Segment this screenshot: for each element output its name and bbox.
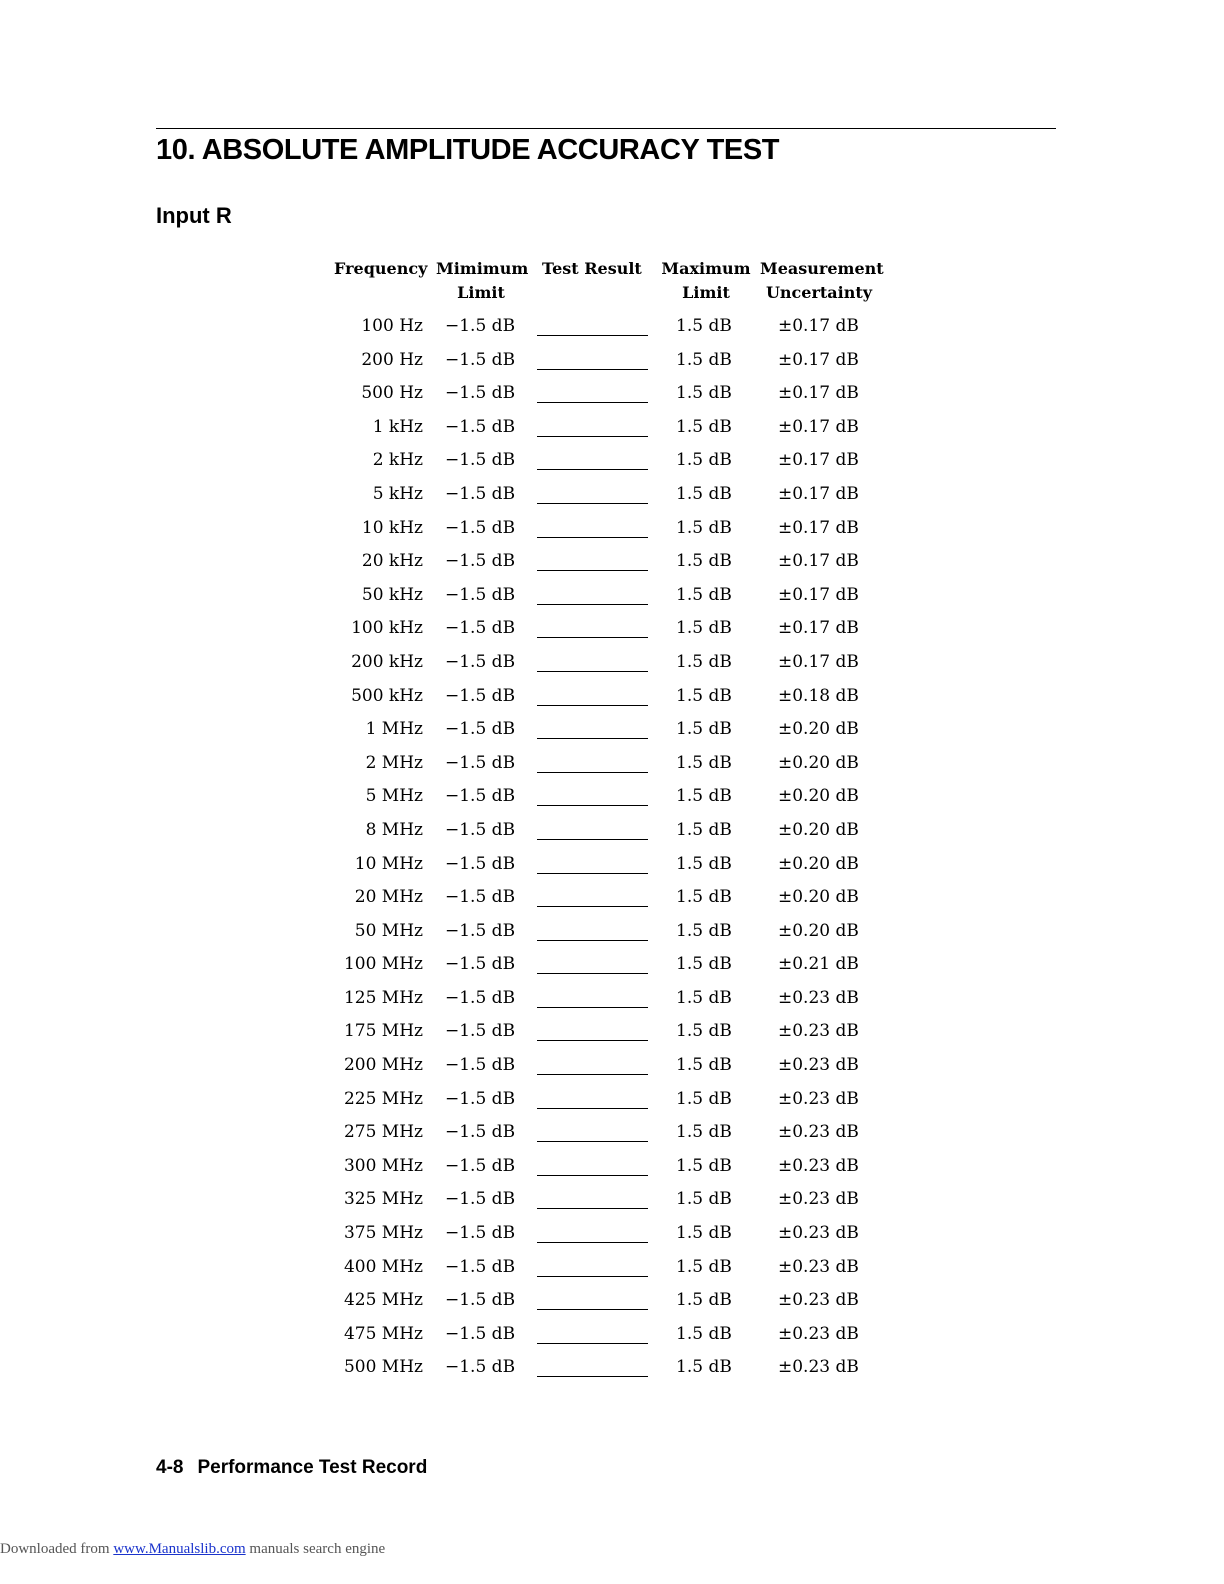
maximum-limit-cell: 1.5 dB: [676, 1021, 732, 1042]
maximum-limit-cell: 1.5 dB: [676, 920, 732, 941]
test-result-blank[interactable]: [537, 682, 648, 706]
frequency-cell: 500 kHz: [351, 685, 423, 706]
frequency-cell: 200 Hz: [361, 349, 423, 370]
table-row: [0, 346, 1224, 380]
table-row: [0, 480, 1224, 514]
maximum-limit-cell: 1.5 dB: [676, 1290, 732, 1311]
maximum-limit-cell: 1.5 dB: [676, 1088, 732, 1109]
uncertainty-cell: ±0.17 dB: [778, 416, 859, 437]
maximum-limit-cell: 1.5 dB: [676, 786, 732, 807]
minimum-limit-cell: −1.5 dB: [445, 1088, 516, 1109]
frequency-cell: 8 MHz: [365, 819, 423, 840]
header-minimum-line2: Limit: [457, 283, 505, 302]
maximum-limit-cell: 1.5 dB: [676, 1256, 732, 1277]
uncertainty-cell: ±0.17 dB: [778, 483, 859, 504]
table-row: [0, 312, 1224, 346]
header-uncertainty-line1: Measurement: [760, 259, 884, 278]
uncertainty-cell: ±0.23 dB: [778, 987, 859, 1008]
maximum-limit-cell: 1.5 dB: [676, 819, 732, 840]
test-result-blank[interactable]: [537, 782, 648, 806]
frequency-cell: 325 MHz: [343, 1189, 423, 1210]
minimum-limit-cell: −1.5 dB: [445, 483, 516, 504]
table-row: [0, 1219, 1224, 1253]
maximum-limit-cell: 1.5 dB: [676, 618, 732, 639]
maximum-limit-cell: 1.5 dB: [676, 954, 732, 975]
test-result-blank[interactable]: [537, 346, 648, 370]
uncertainty-cell: ±0.20 dB: [778, 719, 859, 740]
uncertainty-cell: ±0.23 dB: [778, 1256, 859, 1277]
credit-suffix: manuals search engine: [249, 1541, 386, 1557]
minimum-limit-cell: −1.5 dB: [445, 1155, 516, 1176]
uncertainty-cell: ±0.17 dB: [778, 618, 859, 639]
maximum-limit-cell: 1.5 dB: [676, 483, 732, 504]
table-row: [0, 614, 1224, 648]
maximum-limit-cell: 1.5 dB: [676, 853, 732, 874]
maximum-limit-cell: 1.5 dB: [676, 1122, 732, 1143]
maximum-limit-cell: 1.5 dB: [676, 349, 732, 370]
test-result-blank[interactable]: [537, 614, 648, 638]
test-result-blank[interactable]: [537, 1253, 648, 1277]
table-row: [0, 1118, 1224, 1152]
header-maximum-limit: [661, 257, 751, 305]
test-result-blank[interactable]: [537, 749, 648, 773]
maximum-limit-cell: 1.5 dB: [676, 416, 732, 437]
minimum-limit-cell: −1.5 dB: [445, 618, 516, 639]
frequency-cell: 2 kHz: [372, 450, 423, 471]
test-result-blank[interactable]: [537, 1152, 648, 1176]
test-result-blank[interactable]: [537, 816, 648, 840]
header-minimum-limit: [436, 257, 529, 305]
frequency-cell: 125 MHz: [343, 987, 423, 1008]
footer-section-name: Performance Test Record: [197, 1457, 428, 1478]
minimum-limit-cell: −1.5 dB: [445, 752, 516, 773]
frequency-cell: 100 kHz: [351, 618, 423, 639]
frequency-cell: 100 MHz: [343, 954, 423, 975]
frequency-cell: 2 MHz: [365, 752, 423, 773]
table-row: [0, 1320, 1224, 1354]
uncertainty-cell: ±0.20 dB: [778, 853, 859, 874]
table-row: [0, 816, 1224, 850]
frequency-cell: 200 MHz: [343, 1055, 423, 1076]
minimum-limit-cell: −1.5 dB: [445, 416, 516, 437]
page-number: 4-8: [156, 1457, 184, 1478]
minimum-limit-cell: −1.5 dB: [445, 517, 516, 538]
maximum-limit-cell: 1.5 dB: [676, 383, 732, 404]
frequency-cell: 1 kHz: [372, 416, 423, 437]
header-test-result: [542, 257, 642, 281]
table-row: [0, 446, 1224, 480]
minimum-limit-cell: −1.5 dB: [445, 584, 516, 605]
title-rule: [156, 128, 1056, 129]
test-result-blank[interactable]: [537, 1118, 648, 1142]
credit-prefix: Downloaded from: [0, 1541, 110, 1557]
frequency-cell: 50 kHz: [361, 584, 423, 605]
frequency-cell: 20 MHz: [354, 887, 423, 908]
minimum-limit-cell: −1.5 dB: [445, 1223, 516, 1244]
table-row: [0, 682, 1224, 716]
uncertainty-cell: ±0.23 dB: [778, 1021, 859, 1042]
table-row: [0, 514, 1224, 548]
maximum-limit-cell: 1.5 dB: [676, 450, 732, 471]
uncertainty-cell: ±0.17 dB: [778, 551, 859, 572]
header-frequency: [334, 257, 427, 281]
test-result-blank[interactable]: [537, 1286, 648, 1310]
uncertainty-cell: ±0.20 dB: [778, 819, 859, 840]
maximum-limit-cell: 1.5 dB: [676, 584, 732, 605]
uncertainty-cell: ±0.18 dB: [778, 685, 859, 706]
table-row: [0, 1185, 1224, 1219]
table-row: [0, 749, 1224, 783]
uncertainty-cell: ±0.20 dB: [778, 920, 859, 941]
test-result-blank[interactable]: [537, 1185, 648, 1209]
test-result-blank[interactable]: [537, 581, 648, 605]
uncertainty-cell: ±0.23 dB: [778, 1357, 859, 1378]
maximum-limit-cell: 1.5 dB: [676, 1155, 732, 1176]
test-result-blank[interactable]: [537, 950, 648, 974]
test-record-table: [0, 312, 1224, 1387]
table-row: [0, 581, 1224, 615]
test-result-blank[interactable]: [537, 715, 648, 739]
table-row: [0, 782, 1224, 816]
maximum-limit-cell: 1.5 dB: [676, 887, 732, 908]
table-row: [0, 1286, 1224, 1320]
test-result-blank[interactable]: [537, 379, 648, 403]
maximum-limit-cell: 1.5 dB: [676, 685, 732, 706]
minimum-limit-cell: −1.5 dB: [445, 1323, 516, 1344]
maximum-limit-cell: 1.5 dB: [676, 1357, 732, 1378]
uncertainty-cell: ±0.17 dB: [778, 383, 859, 404]
uncertainty-cell: ±0.17 dB: [778, 450, 859, 471]
frequency-cell: 1 MHz: [365, 719, 423, 740]
table-row: [0, 1051, 1224, 1085]
uncertainty-cell: ±0.23 dB: [778, 1189, 859, 1210]
frequency-cell: 425 MHz: [343, 1290, 423, 1311]
minimum-limit-cell: −1.5 dB: [445, 954, 516, 975]
table-row: [0, 379, 1224, 413]
uncertainty-cell: ±0.23 dB: [778, 1088, 859, 1109]
table-row: [0, 1085, 1224, 1119]
test-result-blank[interactable]: [537, 850, 648, 874]
frequency-cell: 5 MHz: [365, 786, 423, 807]
table-row: [0, 1353, 1224, 1387]
minimum-limit-cell: −1.5 dB: [445, 1189, 516, 1210]
minimum-limit-cell: −1.5 dB: [445, 1055, 516, 1076]
frequency-cell: 375 MHz: [343, 1223, 423, 1244]
minimum-limit-cell: −1.5 dB: [445, 987, 516, 1008]
frequency-cell: 475 MHz: [343, 1323, 423, 1344]
minimum-limit-cell: −1.5 dB: [445, 786, 516, 807]
table-row: [0, 1017, 1224, 1051]
uncertainty-cell: ±0.23 dB: [778, 1055, 859, 1076]
subsection-title: Input R: [156, 203, 232, 228]
table-row: [0, 950, 1224, 984]
uncertainty-cell: ±0.17 dB: [778, 349, 859, 370]
minimum-limit-cell: −1.5 dB: [445, 651, 516, 672]
minimum-limit-cell: −1.5 dB: [445, 1256, 516, 1277]
minimum-limit-cell: −1.5 dB: [445, 719, 516, 740]
header-minimum-line1: Mimimum: [436, 259, 529, 278]
header-test-result-line1: Test Result: [542, 259, 642, 278]
minimum-limit-cell: −1.5 dB: [445, 450, 516, 471]
minimum-limit-cell: −1.5 dB: [445, 349, 516, 370]
frequency-cell: 50 MHz: [354, 920, 423, 941]
maximum-limit-cell: 1.5 dB: [676, 517, 732, 538]
minimum-limit-cell: −1.5 dB: [445, 1290, 516, 1311]
uncertainty-cell: ±0.20 dB: [778, 887, 859, 908]
uncertainty-cell: ±0.20 dB: [778, 752, 859, 773]
table-row: [0, 984, 1224, 1018]
test-result-blank[interactable]: [537, 648, 648, 672]
test-result-blank[interactable]: [537, 1085, 648, 1109]
frequency-cell: 200 kHz: [351, 651, 423, 672]
test-result-blank[interactable]: [537, 1017, 648, 1041]
test-result-blank[interactable]: [537, 312, 648, 336]
minimum-limit-cell: −1.5 dB: [445, 316, 516, 336]
uncertainty-cell: ±0.20 dB: [778, 786, 859, 807]
frequency-cell: 500 MHz: [343, 1357, 423, 1378]
uncertainty-cell: ±0.23 dB: [778, 1290, 859, 1311]
uncertainty-cell: ±0.23 dB: [778, 1223, 859, 1244]
minimum-limit-cell: −1.5 dB: [445, 819, 516, 840]
test-result-blank[interactable]: [537, 413, 648, 437]
table-row: [0, 547, 1224, 581]
uncertainty-cell: ±0.23 dB: [778, 1122, 859, 1143]
test-result-blank[interactable]: [537, 1320, 648, 1344]
maximum-limit-cell: 1.5 dB: [676, 551, 732, 572]
table-row: [0, 413, 1224, 447]
minimum-limit-cell: −1.5 dB: [445, 551, 516, 572]
maximum-limit-cell: 1.5 dB: [676, 1189, 732, 1210]
maximum-limit-cell: 1.5 dB: [676, 1223, 732, 1244]
maximum-limit-cell: 1.5 dB: [676, 719, 732, 740]
test-result-blank[interactable]: [537, 446, 648, 470]
table-row: [0, 1253, 1224, 1287]
test-result-blank[interactable]: [537, 1051, 648, 1075]
maximum-limit-cell: 1.5 dB: [676, 987, 732, 1008]
test-result-blank[interactable]: [537, 917, 648, 941]
frequency-cell: 10 MHz: [354, 853, 423, 874]
minimum-limit-cell: −1.5 dB: [445, 853, 516, 874]
test-result-blank[interactable]: [537, 984, 648, 1008]
table-row: [0, 1152, 1224, 1186]
header-measurement-uncertainty: [760, 257, 884, 305]
section-title: 10. ABSOLUTE AMPLITUDE ACCURACY TEST: [156, 134, 780, 166]
frequency-cell: 175 MHz: [343, 1021, 423, 1042]
table-row: [0, 648, 1224, 682]
test-result-blank[interactable]: [537, 480, 648, 504]
frequency-cell: 5 kHz: [372, 483, 423, 504]
table-row: [0, 850, 1224, 884]
maximum-limit-cell: 1.5 dB: [676, 1323, 732, 1344]
minimum-limit-cell: −1.5 dB: [445, 1021, 516, 1042]
minimum-limit-cell: −1.5 dB: [445, 383, 516, 404]
header-frequency-line1: Frequency: [334, 259, 428, 278]
maximum-limit-cell: 1.5 dB: [676, 1055, 732, 1076]
test-result-blank[interactable]: [537, 514, 648, 538]
header-maximum-line2: Limit: [682, 283, 730, 302]
minimum-limit-cell: −1.5 dB: [445, 685, 516, 706]
maximum-limit-cell: 1.5 dB: [676, 752, 732, 773]
test-result-blank[interactable]: [537, 1353, 648, 1377]
table-row: [0, 883, 1224, 917]
maximum-limit-cell: 1.5 dB: [676, 651, 732, 672]
frequency-cell: 20 kHz: [361, 551, 423, 572]
manualslib-link[interactable]: www.Manualslib.com: [113, 1541, 246, 1557]
table-row: [0, 715, 1224, 749]
uncertainty-cell: ±0.21 dB: [778, 954, 859, 975]
header-uncertainty-line2: Uncertainty: [765, 283, 873, 302]
frequency-cell: 500 Hz: [361, 383, 423, 404]
uncertainty-cell: ±0.17 dB: [778, 517, 859, 538]
uncertainty-cell: ±0.17 dB: [778, 651, 859, 672]
frequency-cell: 400 MHz: [343, 1256, 423, 1277]
test-result-blank[interactable]: [537, 1219, 648, 1243]
test-result-blank[interactable]: [537, 547, 648, 571]
frequency-cell: 225 MHz: [343, 1088, 423, 1109]
uncertainty-cell: ±0.23 dB: [778, 1323, 859, 1344]
uncertainty-cell: ±0.17 dB: [778, 316, 859, 336]
frequency-cell: 275 MHz: [343, 1122, 423, 1143]
header-maximum-line1: Maximum: [661, 259, 751, 278]
minimum-limit-cell: −1.5 dB: [445, 887, 516, 908]
uncertainty-cell: ±0.23 dB: [778, 1155, 859, 1176]
maximum-limit-cell: 1.5 dB: [676, 316, 732, 336]
uncertainty-cell: ±0.17 dB: [778, 584, 859, 605]
test-result-blank[interactable]: [537, 883, 648, 907]
minimum-limit-cell: −1.5 dB: [445, 1122, 516, 1143]
table-row: [0, 917, 1224, 951]
download-credit: [0, 1541, 385, 1558]
minimum-limit-cell: −1.5 dB: [445, 1357, 516, 1378]
frequency-cell: 300 MHz: [343, 1155, 423, 1176]
frequency-cell: 100 Hz: [361, 316, 423, 336]
page-footer: [156, 1457, 427, 1479]
minimum-limit-cell: −1.5 dB: [445, 920, 516, 941]
frequency-cell: 10 kHz: [361, 517, 423, 538]
